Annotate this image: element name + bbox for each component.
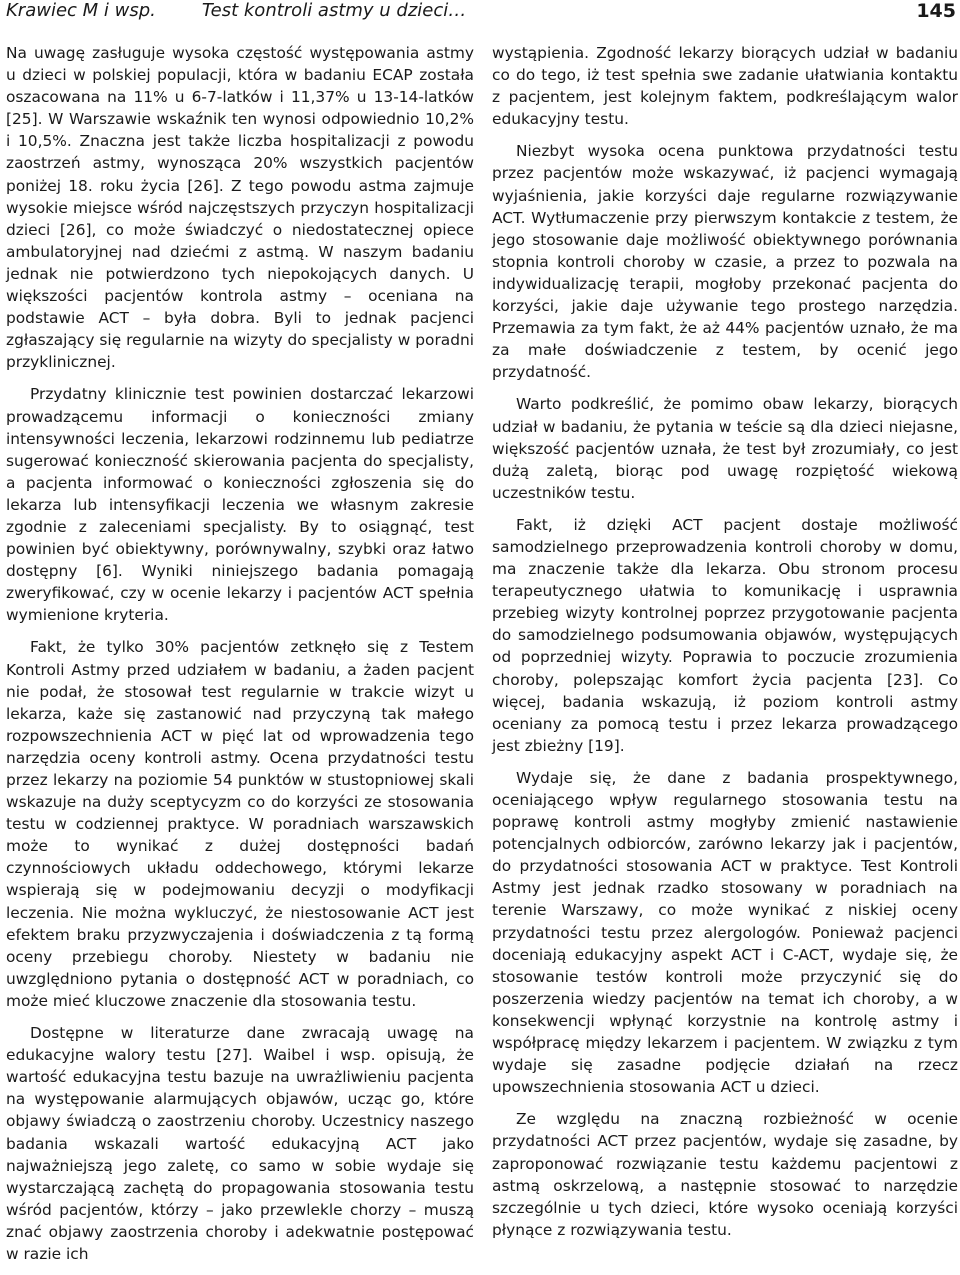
page-number: 145 — [916, 0, 956, 22]
paragraph: Ze względu na znaczną rozbieżność w ocenie przydatności ACT przez pacjentów, wydaje się zasadne, by zaproponować rozwiązanie testu każdemu pacjentowi z astmą oskrzelową, a następnie stosować to narzędzie szczególnie u tych dzieci, które wysoko oceniają korzyści płynące z rozwiązywania testu. — [492, 1110, 958, 1239]
paragraph: Warto podkreślić, że pomimo obaw lekarzy, biorących udział w badaniu, że pytania w teście są dla dzieci niejasne, większość pacjentów uznała, że test był zrozumiały, co jest dużą zaletą, biorąc pod uwagę rozpiętość wiekową uczestników testu. — [492, 395, 958, 502]
running-header-left — [6, 0, 466, 22]
header-title: Test kontroli astmy u dzieci… — [201, 0, 467, 21]
paragraph: Fakt, że tylko 30% pacjentów zetknęło się z Testem Kontroli Astmy przed udziałem w badaniu, a żaden pacjent nie podał, że stosował test regularnie w trakcie wizyt u lekarza, każe się zastanowić nad przyczyną tak małego rozpowszechnienia ACT w pięć lat od wprowadzenia tego narzędzia oceny kontroli astmy. Ocena przydatności testu przez lekarzy na poziomie 54 punktów w stustopniowej skali wskazuje na duży sceptycyzm co do korzyści ze stosowania testu w codziennej praktyce. W poradniach warszawskich może to wynikać z dużej dostępności badań czynnościowych układu oddechowego, którymi lekarze wspierają się w podejmowaniu decyzji o modyfikacji leczenia. Nie można wykluczyć, że niestosowanie ACT jest efektem braku przyzwyczajenia i doświadczenia z tą formą oceny przebiegu choroby. Niestety w badaniu nie uwzględniono pytania o dostępność ACT w poradniach, co może mieć kluczowe znaczenie dla stosowania testu. — [6, 638, 474, 1010]
paragraph: Wydaje się, że dane z badania prospektywnego, oceniającego wpływ regularnego stosowania testu na poprawę kontroli astmy mogłyby zmienić nastawienie potencjalnych odbiorców, zarówno lekarzy jak i pacjentów, do przydatności stosowania ACT w praktyce. Test Kontroli Astmy jest jednak rzadko stosowany w poradniach na terenie Warszawy, co może wynikać z niskiej oceny przydatności testu przez alergologów. Ponieważ pacjenci doceniają edukacyjny aspekt ACT i C-ACT, wydaje się, że stosowanie testów kontroli może przyczynić się do poszerzenia wiedzy pacjentów na temat ich choroby, a w konsekwencji wpłynąć korzystnie na kontrolę astmy i współpracę między lekarzem i pacjentem. W związku z tym wydaje się zasadne podjęcie działań na rzecz upowszechnienia stosowania ACT u dzieci. — [492, 768, 958, 1097]
paragraph: Na uwagę zasługuje wysoka częstość występowania astmy u dzieci w polskiej populacji, która w badaniu ECAP została oszacowana na 11% u 6-7-latków i 11,37% u 13-14-latków [25]. W Warszawie wskaźnik ten wynosi odpowiednio 10,2% i 10,5%. Znaczna jest także liczba hospitalizacji z powodu zaostrzeń astmy, wynosząca 20% wszystkich pacjentów poniżej 18. roku życia [26]. Z tego powodu astma zajmuje wysokie miejsce wśród najczęstszych przyczyn hospitalizacji dzieci [26], co może świadczyć o niedostatecznej opiece ambulatoryjnej nad dziećmi z astmą. W naszym badaniu jednak nie potwierdzono tych niepokojących danych. U większości pacjentów kontrola astmy – oceniana na podstawie ACT – była dobra. Byli to jednak pacjenci zgłaszający się regularnie na wizyty do specjalisty w poradni przyklinicznej. — [6, 44, 474, 372]
header-authors: Krawiec M i wsp. — [6, 0, 156, 21]
paragraph: Niezbyt wysoka ocena punktowa przydatności testu przez pacjentów może wskazywać, iż pacjenci wymagają wyjaśnienia, jakie korzyści daje regularne rozwiązywanie ACT. Wytłumaczenie przy pierwszym kontakcie z testem, że jego stosowanie daje możliwość obiektywnego porównania stopnia kontroli choroby w czasie, a przez to pozwala na indywidualizację terapii, mogłoby przekonać pacjenta do korzyści, jakie daje używanie tego prostego narzędzia. Przemawia za tym fakt, że aż 44% pacjentów uznało, że ma za małe doświadczenie z testem, by ocenić jego przydatność. — [492, 142, 958, 382]
right-column — [492, 42, 958, 1251]
left-column — [6, 42, 474, 1275]
running-header — [6, 0, 960, 26]
paragraph: Dostępne w literaturze dane zwracają uwagę na edukacyjne walory testu [27]. Waibel i wsp. opisują, że wartość edukacyjna testu bazuje na uwrażliwieniu pacjenta na występowanie alarmujących objawów, ucząc go, które objawy świadczą o zaostrzeniu choroby. Uczestnicy naszego badania wskazali wartość edukacyjną ACT jako najważniejszą jego zaletę, co samo w sobie wydaje się wystarczającą zachętą do propagowania stosowania testu wśród pacjentów, którzy – jako przewlekle chorzy – muszą znać objawy zaostrzenia choroby i adekwatnie postępować w razie ich — [6, 1024, 474, 1263]
paragraph: Fakt, iż dzięki ACT pacjent dostaje możliwość samodzielnego przeprowadzenia kontroli choroby w domu, ma znaczenie także dla lekarza. Obu stronom procesu terapeutycznego ułatwia to komunikację i usprawnia przebieg wizyty kontrolnej poprzez przygotowanie pacjenta do samodzielnego podsumowania objawów, występujących od poprzedniej wizyty. Poprawia to poczucie zrozumienia choroby, polepszając komfort życia pacjenta [23]. Co więcej, badania wskazują, iż poziom kontroli astmy oceniany za pomocą testu i przez lekarza prowadzącego jest zbieżny [19]. — [492, 515, 958, 755]
paragraph: wystąpienia. Zgodność lekarzy biorących udział w badaniu co do tego, iż test spełnia swe zadanie ułatwiania kontaktu z pacjentem, jest kolejnym faktem, podkreślającym walor edukacyjny testu. — [492, 44, 958, 129]
paragraph: Przydatny klinicznie test powinien dostarczać lekarzowi prowadzącemu informacji o konieczności zmiany intensywności leczenia, lekarzowi rodzinnemu lub pediatrze sugerować konieczność skierowania pacjenta do specjalisty, a pacjenta informować o konieczności zgłoszenia się do lekarza lub intensyfikacji leczenia we własnym zakresie zgodnie z zaleceniami specjalisty. By to osiągnąć, test powinien być obiektywny, porównywalny, szybki oraz łatwo dostępny [6]. Wyniki niniejszego badania pomagają zweryfikować, czy w ocenie lekarzy i pacjentów ACT spełnia wymienione kryteria. — [6, 385, 474, 625]
